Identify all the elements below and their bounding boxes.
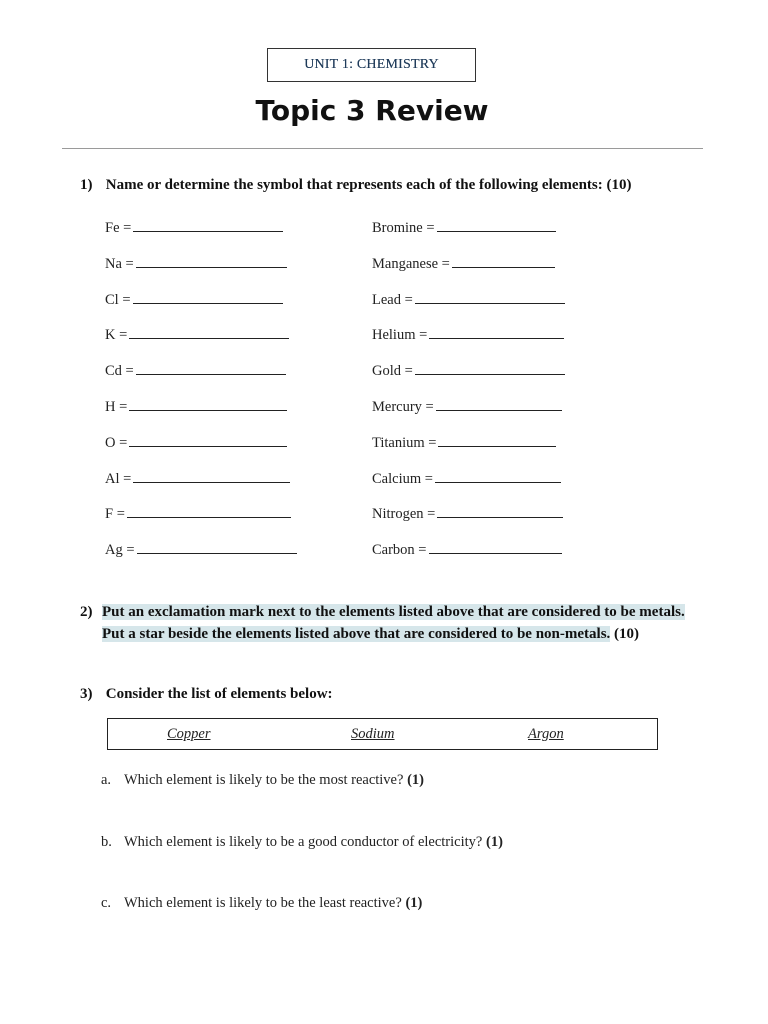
question-3a-points: (1) [407, 772, 424, 788]
element-prompt: Al = [105, 470, 132, 487]
answer-blank[interactable] [452, 253, 555, 268]
question-3b-text: Which element is likely to be a good conductor of electricity? [124, 834, 483, 850]
question-3-text: Consider the list of elements below: [105, 686, 333, 702]
element-prompt: Lead = [372, 291, 413, 308]
question-3-number: 3) [80, 686, 93, 702]
element-list-box [107, 718, 658, 750]
answer-blank[interactable] [133, 468, 290, 483]
element-prompt: Cd = [105, 363, 134, 380]
element-prompt: Carbon = [372, 542, 427, 559]
element-prompt: Cl = [105, 291, 131, 308]
element-prompt: Manganese = [372, 255, 450, 272]
answer-blank[interactable] [415, 289, 565, 304]
question-3c-points: (1) [405, 895, 423, 911]
element-prompt: Titanium = [372, 434, 437, 451]
answer-blank[interactable] [127, 503, 291, 518]
element-prompt: Nitrogen = [372, 506, 436, 523]
answer-blank[interactable] [137, 539, 297, 554]
element-choice: Argon [528, 726, 564, 742]
question-3b [101, 834, 503, 851]
element-row [105, 396, 297, 432]
element-choice: Sodium [351, 726, 395, 742]
element-prompt: Ag = [105, 542, 135, 559]
element-prompt: H = [105, 398, 128, 415]
answer-blank[interactable] [133, 217, 283, 232]
question-2-line-1: Put an exclamation mark next to the elements listed above that are considered to be metals. [102, 604, 685, 620]
unit-label: UNIT 1: CHEMISTRY [267, 48, 476, 82]
element-prompt: F = [105, 506, 125, 523]
question-1 [80, 177, 632, 194]
element-prompt: Bromine = [372, 220, 435, 236]
element-row [372, 396, 565, 432]
element-list-left [105, 217, 297, 575]
element-row [372, 503, 565, 539]
answer-blank[interactable] [129, 432, 287, 447]
element-row [105, 503, 297, 539]
question-3a-text: Which element is likely to be the most reactive? [124, 772, 404, 788]
element-prompt: Fe = [105, 220, 132, 236]
answer-blank[interactable] [129, 324, 289, 339]
element-row [105, 468, 297, 504]
question-3a [101, 772, 424, 789]
answer-blank[interactable] [435, 468, 561, 483]
question-3c-letter: c. [101, 895, 112, 911]
element-prompt: K = [105, 327, 128, 344]
answer-blank[interactable] [415, 360, 565, 375]
element-row [105, 432, 297, 468]
element-row [372, 253, 565, 289]
element-prompt: Na = [105, 255, 134, 272]
answer-blank[interactable] [129, 396, 287, 411]
question-3b-letter: b. [101, 834, 112, 850]
answer-blank[interactable] [437, 503, 563, 518]
element-prompt: Gold = [372, 363, 413, 380]
element-row [372, 324, 565, 360]
element-row [372, 360, 565, 396]
element-row [105, 539, 297, 575]
answer-blank[interactable] [136, 253, 287, 268]
question-3c-text: Which element is likely to be the least reactive? [124, 895, 402, 911]
question-3c [101, 895, 422, 912]
element-choice: Copper [167, 726, 211, 742]
question-1-number: 1) [80, 177, 93, 193]
question-1-points: (10) [606, 177, 632, 193]
question-3b-points: (1) [485, 834, 503, 850]
element-row [372, 432, 565, 468]
question-2-number: 2) [80, 604, 93, 620]
answer-blank[interactable] [437, 217, 556, 232]
element-row [372, 289, 565, 325]
element-row [105, 217, 297, 253]
answer-blank[interactable] [133, 289, 283, 304]
element-prompt: Calcium = [372, 470, 433, 487]
divider [62, 148, 703, 149]
element-row [372, 217, 565, 253]
question-3a-letter: a. [101, 772, 112, 788]
element-prompt: O = [105, 434, 128, 451]
question-2-line-2: Put a star beside the elements listed above that are considered to be non-metals. [102, 626, 611, 642]
element-row [372, 539, 565, 575]
answer-blank[interactable] [136, 360, 286, 375]
page-title: Topic 3 Review [255, 94, 489, 127]
answer-blank[interactable] [436, 396, 562, 411]
element-list-right [372, 217, 565, 575]
question-3 [80, 686, 333, 703]
answer-blank[interactable] [429, 539, 562, 554]
element-row [372, 468, 565, 504]
element-row [105, 324, 297, 360]
answer-blank[interactable] [429, 324, 564, 339]
element-prompt: Mercury = [372, 398, 434, 415]
element-row [105, 253, 297, 289]
element-row [105, 289, 297, 325]
answer-blank[interactable] [438, 432, 556, 447]
question-2 [80, 601, 685, 645]
question-2-points: (10) [614, 626, 640, 642]
question-1-text: Name or determine the symbol that represents each of the following elements: [105, 177, 603, 193]
element-prompt: Helium = [372, 327, 428, 344]
element-row [105, 360, 297, 396]
